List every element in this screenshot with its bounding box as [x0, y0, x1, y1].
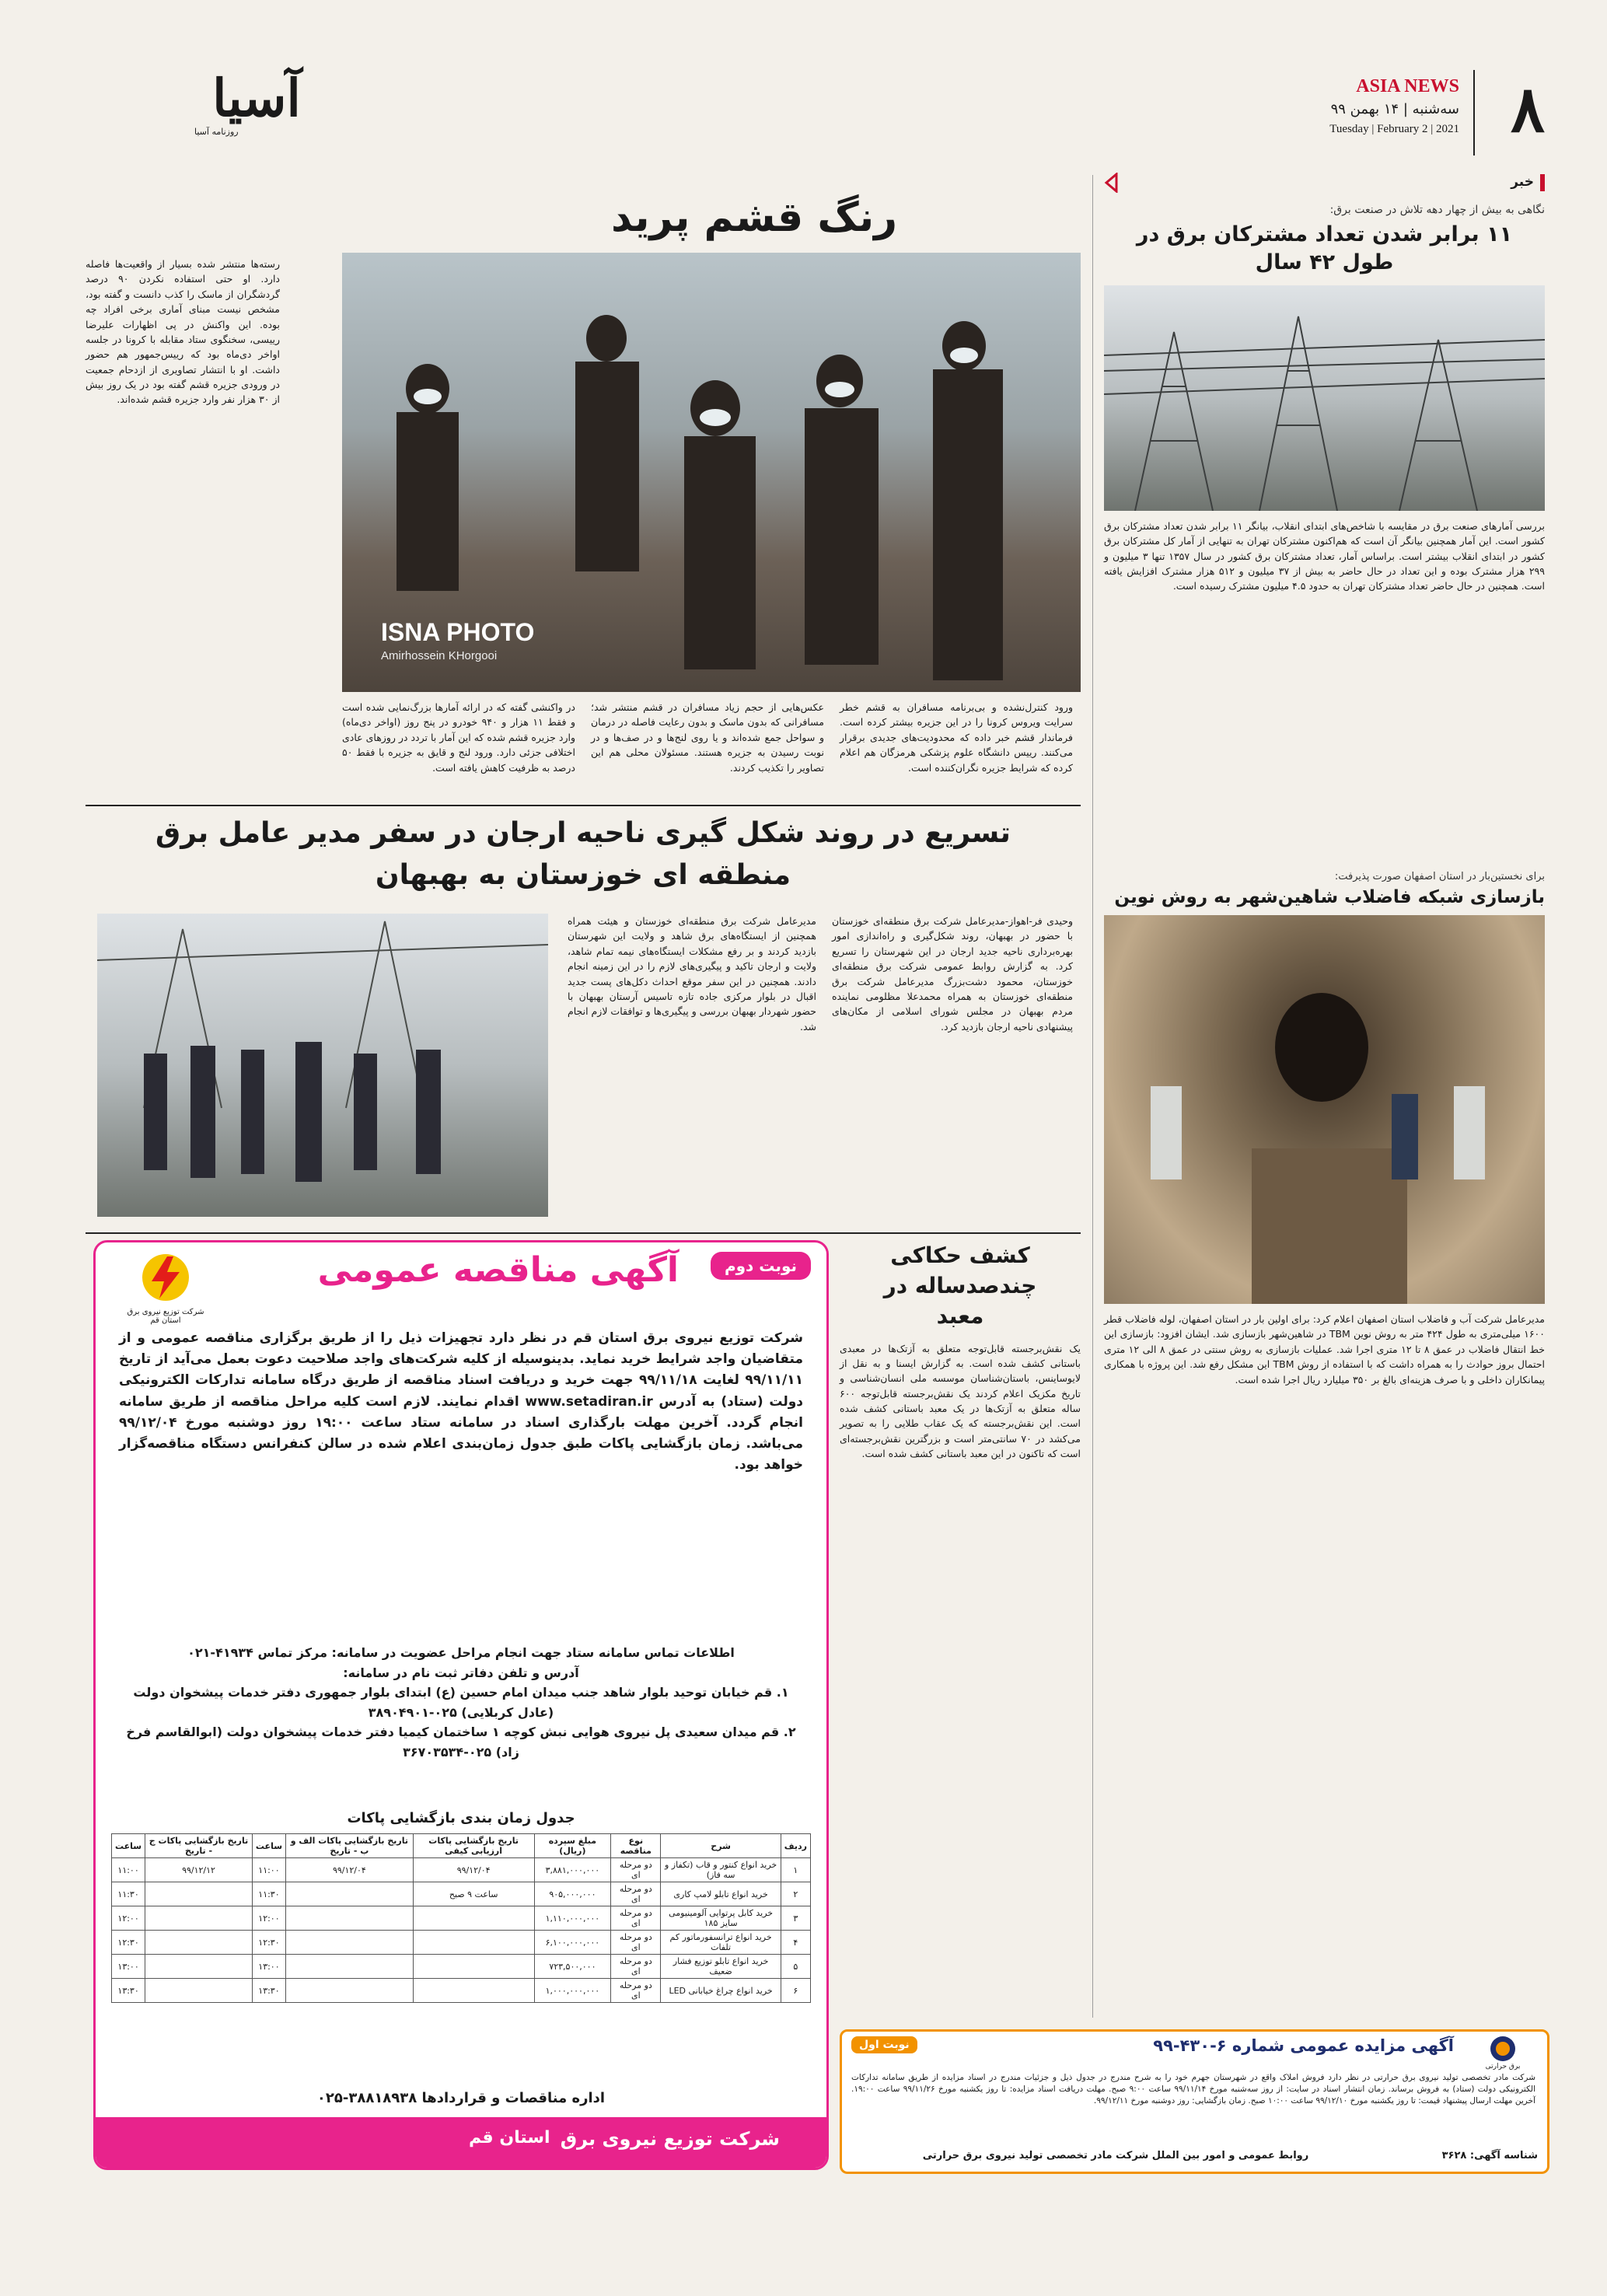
photo-author: Amirhossein KHorgooi: [381, 649, 498, 662]
table-cell: [286, 1955, 414, 1979]
lead-story: [86, 194, 1081, 793]
electric-visit-photo: [97, 914, 548, 1217]
table-cell: ۱: [781, 1858, 810, 1882]
table-cell: ۳: [781, 1906, 810, 1931]
logo: [179, 70, 334, 144]
tender-table-title: جدول زمان بندی بازگشایی پاکات: [347, 1810, 575, 1826]
sewer-body: مدیرعامل شرکت آب و فاضلاب استان اصفهان اعلام کرد: برای اولین بار در استان اصفهان، لوله فاضلاب قطر ۱۶۰۰ میلی‌متری به طول ۴۲۴ متر به روش نوین TBM در شاهین‌شهر بازسازی شد. ایشان افزود: بازسازی این خط انتقال فاضلاب در عمق ۸ تا ۱۲ متری اجرا شد. عملیات بازسازی به روش سنتی در عمق ۸ الی ۱۲ متری احتمال بروز حوادث را به همراه داشت که با استفاده از روش TBM این مشکل رفع شد. این پروژه با همکاری پیمانکاران داخلی و با صرف هزینه‌ای بالغ بر ۳۵۰ میلیارد ریال اجرا شده است.: [1104, 1313, 1546, 1386]
power-story: [1104, 204, 1545, 872]
tender-footer-province: استان قم: [469, 2128, 550, 2147]
masthead: [62, 70, 1545, 148]
table-row: [112, 1979, 811, 2003]
table-row: [112, 1931, 811, 1955]
lead-col1: رسته‌ها منتشر شده بسیار از واقعیت‌ها فاصله دارد. او حتی استفاده نکردن ۹۰ درصد گردشگران از ماسک را کذب دانست و گفته بود، مشخص نیست مبنای آماری برخی افراد چه بوده. این واکنش در پی اظهارات علیرضا رییسی، سخنگوی ستاد مقابله با کرونا در جلسه اواخر دی‌ماه بود که رییس‌جمهور هم حضور داشت. او با انتشار تصاویری از ازدحام جمعیت در ورودی جزیره قشم گفته بود در یک روز بیش از ۳۰ هزار نفر وارد جزیره قشم شده‌اند.: [86, 258, 280, 406]
history-body: یک نقش‌برجسته قابل‌توجه متعلق به آزتک‌ها در معبدی باستانی کشف شده است. به گزارش ایسنا و به نقل از لایوساینس، باستان‌شناسان موسسه ملی انسان‌شناسی و تاریخ مکزیک اعلام کردند یک نقش‌برجسته قابل‌توجه ۶۰۰ ساله متعلق به آزتک‌ها در یک معبد باستانی کشف شده است. این نقش‌برجسته که یک عقاب طلایی را به تصویر می‌کشد در ۷۰ سانتی‌متر است و بزرگترین نقش‌برجسته‌ای است که تاکنون در این معبد باستانی کشف شده است.: [840, 1342, 1081, 1460]
table-cell: ۹۹/۱۲/۱۲: [145, 1858, 253, 1882]
table-cell: [286, 1979, 414, 2003]
auction-body: شرکت مادر تخصصی تولید نیروی برق حرارتی در نظر دارد فروش املاک واقع در شهرستان جهرم خود را به شرح مندرج در جدول ذیل و جزئیات مندرج در اسناد مزایده از طریق سامانه تدارکات الکترونیکی دولت (ستاد) به فروش برساند. زمان انتشار اسناد در سایت: از روز سه‌شنبه مورخ ۹۹/۱۱/۱۴ ساعت ۹:۰۰ صبح. مهلت دریافت اسناد مزایده: تا روز یکشنبه مورخ ۹۹/۱۱/۲۶ ساعت ۱۹:۰۰. آخرین مهلت ارسال پیشنهاد قیمت: تا روز یکشنبه مورخ ۹۹/۱۲/۱۰ ساعت ۱۰:۰۰ صبح. زمان بازگشایی: روز دوشنبه مورخ ۹۹/۱۲/۱۱.: [851, 2073, 1536, 2106]
table-cell: ۱۱:۳۰: [112, 1882, 145, 1906]
table-cell: ۱۳:۰۰: [252, 1955, 285, 1979]
tender-footer-line: اداره مناقصات و قراردادها ۳۸۸۱۸۹۳۸-۰۲۵: [316, 2090, 606, 2106]
electric-col2: وحیدی فر-اهواز-مدیرعامل شرکت برق منطقه‌ای خوزستان با حضور در بهبهان، روند شکل‌گیری و راه‌اندازی امور بهره‌برداری ناحیه جدید ارجان در این شهرستان را تسریع کرد. به گزارش روابط عمومی شرکت برق منطقه‌ای خوزستان، محمود دشت‌بزرگ مدیرعامل شرکت برق منطقه‌ای خوزستان به همراه محمدعلا مظلومی نماینده مردم بهبهان در مجلس شورای اسلامی از مکان‌های پیشنهادی ناحیه ارجان بازدید کرد.: [832, 915, 1073, 1033]
table-cell: [413, 1906, 534, 1931]
table-cell: دو مرحله ای: [611, 1906, 661, 1931]
tender-footer-company: شرکت توزیع نیروی برق: [560, 2128, 780, 2150]
tender-logo: [119, 1250, 212, 1325]
electric-col1: مدیرعامل شرکت برق منطقه‌ای خوزستان و هیئت همراه همچنین از ایستگاه‌های برق شاهد و ولایت این شهرستان بازدید کردند و بر رفع مشکلات ایستگاه‌های نیمه تمام شاهد، ولایت و ارجان تاکید و پیگیری‌های لازم را در این زمینه انجام دادند. همچنین در این سفر موقع احداث دکل‌های پست جدید اقبال در بلوار مرکزی جاده تازه تاسیس آرستان بهبهان با حضور شهردار بهبهان بررسی و پیگیری‌ها و توافقات لازم انجام شد.: [568, 915, 816, 1033]
table-cell: ۷۲۳,۵۰۰,۰۰۰: [534, 1955, 611, 1979]
photo-credit: ISNA PHOTO: [381, 618, 535, 646]
table-cell: ۵: [781, 1955, 810, 1979]
table-cell: خرید انواع تابلو لامپ کاری: [661, 1882, 781, 1906]
tender-footer-bar: [96, 2117, 826, 2168]
table-cell: دو مرحله ای: [611, 1882, 661, 1906]
table-row: [112, 1955, 811, 1979]
table-cell: خرید کابل پرتوایی آلومینیومی سایز ۱۸۵: [661, 1906, 781, 1931]
table-cell: ساعت ۹ صبح: [413, 1882, 534, 1906]
auction-ad-id: شناسه آگهی: ۳۶۲۸: [1441, 2150, 1538, 2161]
table-cell: ۱۳:۳۰: [112, 1979, 145, 2003]
logo-text: آسیا: [212, 68, 301, 128]
logo-sub: روزنامه آسیا: [194, 126, 239, 137]
table-header: ساعت: [252, 1834, 285, 1858]
table-cell: ۱۲:۰۰: [252, 1906, 285, 1931]
tender-contact-line: ۱. قم خیابان توحید بلوار شاهد جنب میدان امام حسین (ع) ابتدای بلوار جمهوری دفتر خدمات پیشخوان دولت (عادل کربلایی) ۰۲۵-۳۸۹۰۴۹۰۱: [133, 1685, 789, 1720]
tender-title: آگهی مناقصه عمومی: [317, 1250, 679, 1290]
table-header: ردیف: [781, 1834, 810, 1858]
table-cell: ۱۱:۳۰: [252, 1882, 285, 1906]
table-row: [112, 1906, 811, 1931]
table-cell: دو مرحله ای: [611, 1931, 661, 1955]
auction-badge: نوبت اول: [851, 2036, 917, 2053]
tender-contact-line: ۲. قم میدان سعیدی پل نیروی هوایی نبش کوچه ۱ ساختمان کیمیا دفتر خدمات پیشخوان دولت (ابوالقاسم فرخ زاد) ۰۲۵-۳۶۷۰۳۵۳۴: [126, 1725, 796, 1760]
power-kicker: نگاهی به بیش از چهار دهه تلاش در صنعت برق:: [1329, 204, 1545, 216]
auction-ad: [840, 2029, 1549, 2174]
page-number: ۸: [1510, 72, 1545, 147]
power-body: بررسی آمارهای صنعت برق در مقایسه با شاخص‌های ابتدای انقلاب، بیانگر ۱۱ برابر شدن تعداد مشترکان برق کشور است. این آمار همچنین بیانگر آن است که هم‌اکنون مشترکان تهران به تنهایی از آمار کل مشترکان برق کشور در ابتدای انقلاب بیشتر است. براساس آمار، تعداد مشترکان برق کشور در سال ۱۳۵۷ تنها ۳ میلیون و ۲۹۹ هزار مشترک بوده و این تعداد در حال حاضر به بیش از ۳۷ میلیون و ۵۱۲ هزار مشترک افزایش یافته است. همچنین در حال حاضر تعداد مشترکان تهران به حدود ۴.۵ میلیون مشترک رسیده است.: [1104, 519, 1545, 592]
lead-headline: رنگ قشم پرید: [610, 194, 898, 241]
table-cell: دو مرحله ای: [611, 1955, 661, 1979]
table-cell: ۱,۰۰۰,۰۰۰,۰۰۰: [534, 1979, 611, 2003]
tender-ad: [93, 1240, 829, 2170]
table-cell: [145, 1979, 253, 2003]
table-cell: خرید انواع کنتور و قاب (تکفاز و سه فاز): [661, 1858, 781, 1882]
power-headline: ۱۱ برابر شدن تعداد مشترکان برق در طول ۴۲ سال: [1136, 222, 1513, 275]
lead-col4: ورود کنترل‌نشده و بی‌برنامه مسافران به قشم خطر سرایت ویروس کرونا را در این جزیره بیشتر کرده است. فرماندار قشم خبر داده که محدودیت‌های جدیدی برقرار می‌کنند. رییس دانشگاه علوم پزشکی هرمزگان هم اعلام کرده که شرایط جزیره نگران‌کننده است.: [840, 701, 1073, 774]
tender-contacts: [119, 1643, 803, 1763]
lead-beach-photo: [342, 253, 1081, 692]
auction-logo-caption: برق حرارتی: [1485, 2063, 1521, 2071]
table-header: شرح: [661, 1834, 781, 1858]
lightning-logo-icon: [119, 1250, 212, 1305]
table-cell: ۶: [781, 1979, 810, 2003]
table-cell: [413, 1979, 534, 2003]
power-plant-logo-icon: [1489, 2035, 1517, 2063]
table-cell: ۱۲:۰۰: [112, 1906, 145, 1931]
table-cell: ۱۱:۰۰: [112, 1858, 145, 1882]
history-headline: کشف حکاکی چندصدساله در معبد: [883, 1242, 1037, 1330]
lead-col2: در واکنشی گفته که در ارائه آمارها بزرگ‌نمایی شده است و فقط ۱۱ هزار و ۹۴۰ خودرو در پنج روز (اواخر دی‌ماه) وارد جزیره قشم شده که این آمار با تردد در روزهای عادی اختلافی جزئی دارد. ورود لنج و قایق به جزیره با فقط ۵۰ درصد به ظرفیت کاهش یافته است.: [342, 701, 575, 774]
table-row: [112, 1882, 811, 1906]
date-en: Tuesday | February 2 | 2021: [1329, 123, 1459, 135]
table-header: تاریخ بازگشایی پاکات الف و ب - تاریخ: [286, 1834, 414, 1858]
table-cell: ۹۹/۱۲/۰۴: [286, 1858, 414, 1882]
table-cell: [145, 1955, 253, 1979]
table-cell: خرید انواع ترانسفورماتور کم تلفات: [661, 1931, 781, 1955]
tender-contact-line: اطلاعات تماس سامانه ستاد جهت انجام مراحل عضویت در سامانه: مرکز تماس ۴۱۹۳۴-۰۲۱: [187, 1645, 735, 1660]
electric-headline: تسریع در روند شکل گیری ناحیه ارجان در سفر مدیر عامل برق منطقه ای خوزستان به بهبهان: [155, 817, 1011, 891]
table-header: مبلغ سپرده (ریال): [534, 1834, 611, 1858]
auction-signature: روابط عمومی و امور بین الملل شرکت مادر تخصصی تولید نیروی برق حرارتی: [922, 2150, 1309, 2161]
table-cell: ۱۲:۳۰: [252, 1931, 285, 1955]
table-cell: [145, 1882, 253, 1906]
table-cell: ۶,۱۰۰,۰۰۰,۰۰۰: [534, 1931, 611, 1955]
tender-company-caption: شرکت توزیع نیروی برق استان قم: [127, 1308, 204, 1325]
paper-name-en: ASIA NEWS: [1356, 76, 1459, 96]
tunnel-photo: [1104, 915, 1545, 1304]
table-header: تاریخ بازگشایی پاکات ارزیابی کیفی: [413, 1834, 534, 1858]
table-header: ساعت: [112, 1834, 145, 1858]
table-cell: ۴: [781, 1931, 810, 1955]
lead-col3: عکس‌هایی از حجم زیاد مسافران در قشم منتشر شد؛ مسافرانی که بدون ماسک و بدون رعایت فاصله در درمان و سواحل جمع شده‌اند و یا روی لنج‌ها و در صف‌ها و در نوبت رسیدن به جزیره هستند. مسئولان محلی هم این تصاویر را تکذیب کردند.: [591, 701, 824, 774]
table-cell: [286, 1931, 414, 1955]
history-story: [840, 1240, 1081, 2018]
tender-table-wrap: [111, 1833, 811, 2003]
arrow-left-icon: [1104, 173, 1118, 193]
table-cell: [286, 1906, 414, 1931]
tender-body: شرکت توزیع نیروی برق استان قم در نظر دارد تجهیزات ذیل را از طریق برگزاری مناقصه عمومی و از متقاضیان واجد شرایط خرید نماید. بدینوسیله از کلیه شرکت‌های واجد صلاحیت دعوت بعمل می‌آید از تاریخ ۹۹/۱۱/۱۱ لغایت ۹۹/۱۱/۱۸ جهت خرید و دریافت اسناد مناقصه از طریق درگاه سامانه تدارکات الکترونیکی دولت (ستاد) به آدرس www.setadiran.ir اقدام نمایند. لازم است کلیه مراحل مناقصه از طریق سامانه انجام گردد. آخرین مهلت بارگذاری اسناد در سامانه ستاد ساعت ۱۹:۰۰ روز دوشنبه مورخ ۹۹/۱۲/۰۴ می‌باشد. زمان بازگشایی پاکات طبق جدول زمان‌بندی اعلام شده در سالن کنفرانس دستگاه مناقصه‌گزار خواهد بود.: [119, 1330, 804, 1473]
auction-title: آگهی مزایده عمومی شماره ۶-۴۳۰-۹۹: [1153, 2036, 1454, 2055]
tender-contact-line: آدرس و تلفن دفاتر ثبت نام در سامانه:: [343, 1665, 579, 1680]
table-header: تاریخ بازگشایی پاکات ج - تاریخ: [145, 1834, 253, 1858]
date-fa: سه‌شنبه | ۱۴ بهمن ۹۹: [1330, 101, 1459, 117]
tender-badge: نوبت دوم: [711, 1252, 811, 1280]
sewer-story: [1104, 871, 1545, 2037]
table-cell: ۱۳:۳۰: [252, 1979, 285, 2003]
table-cell: [413, 1955, 534, 1979]
power-substation-photo: [1104, 285, 1545, 511]
electric-story: [86, 813, 1081, 1225]
table-cell: خرید انواع تابلو توزیع فشار ضعیف: [661, 1955, 781, 1979]
table-cell: دو مرحله ای: [611, 1858, 661, 1882]
table-cell: [145, 1906, 253, 1931]
table-header-row: [112, 1834, 811, 1858]
table-cell: ۱۲:۳۰: [112, 1931, 145, 1955]
table-cell: ۱۳:۰۰: [112, 1955, 145, 1979]
table-cell: [413, 1931, 534, 1955]
table-cell: ۳,۸۸۱,۰۰۰,۰۰۰: [534, 1858, 611, 1882]
table-cell: ۱۱:۰۰: [252, 1858, 285, 1882]
table-cell: ۲: [781, 1882, 810, 1906]
section-bar: [1104, 173, 1545, 194]
sewer-headline: بازسازی شبکه فاضلاب شاهین‌شهر به روش نوین: [1114, 887, 1545, 907]
table-cell: [145, 1931, 253, 1955]
auction-logo: [1468, 2035, 1538, 2071]
tender-schedule-table: [111, 1833, 811, 2003]
table-cell: ۹۹/۱۲/۰۴: [413, 1858, 534, 1882]
table-cell: ۱,۱۱۰,۰۰۰,۰۰۰: [534, 1906, 611, 1931]
table-row: [112, 1858, 811, 1882]
sewer-kicker: برای نخستین‌بار در استان اصفهان صورت پذیرفت:: [1334, 871, 1545, 882]
section-label: خبر: [1511, 174, 1534, 190]
table-cell: ۹۰۵,۰۰۰,۰۰۰: [534, 1882, 611, 1906]
table-cell: خرید انواع چراغ خیابانی LED: [661, 1979, 781, 2003]
table-cell: [286, 1882, 414, 1906]
table-header: نوع مناقصه: [611, 1834, 661, 1858]
table-cell: دو مرحله ای: [611, 1979, 661, 2003]
